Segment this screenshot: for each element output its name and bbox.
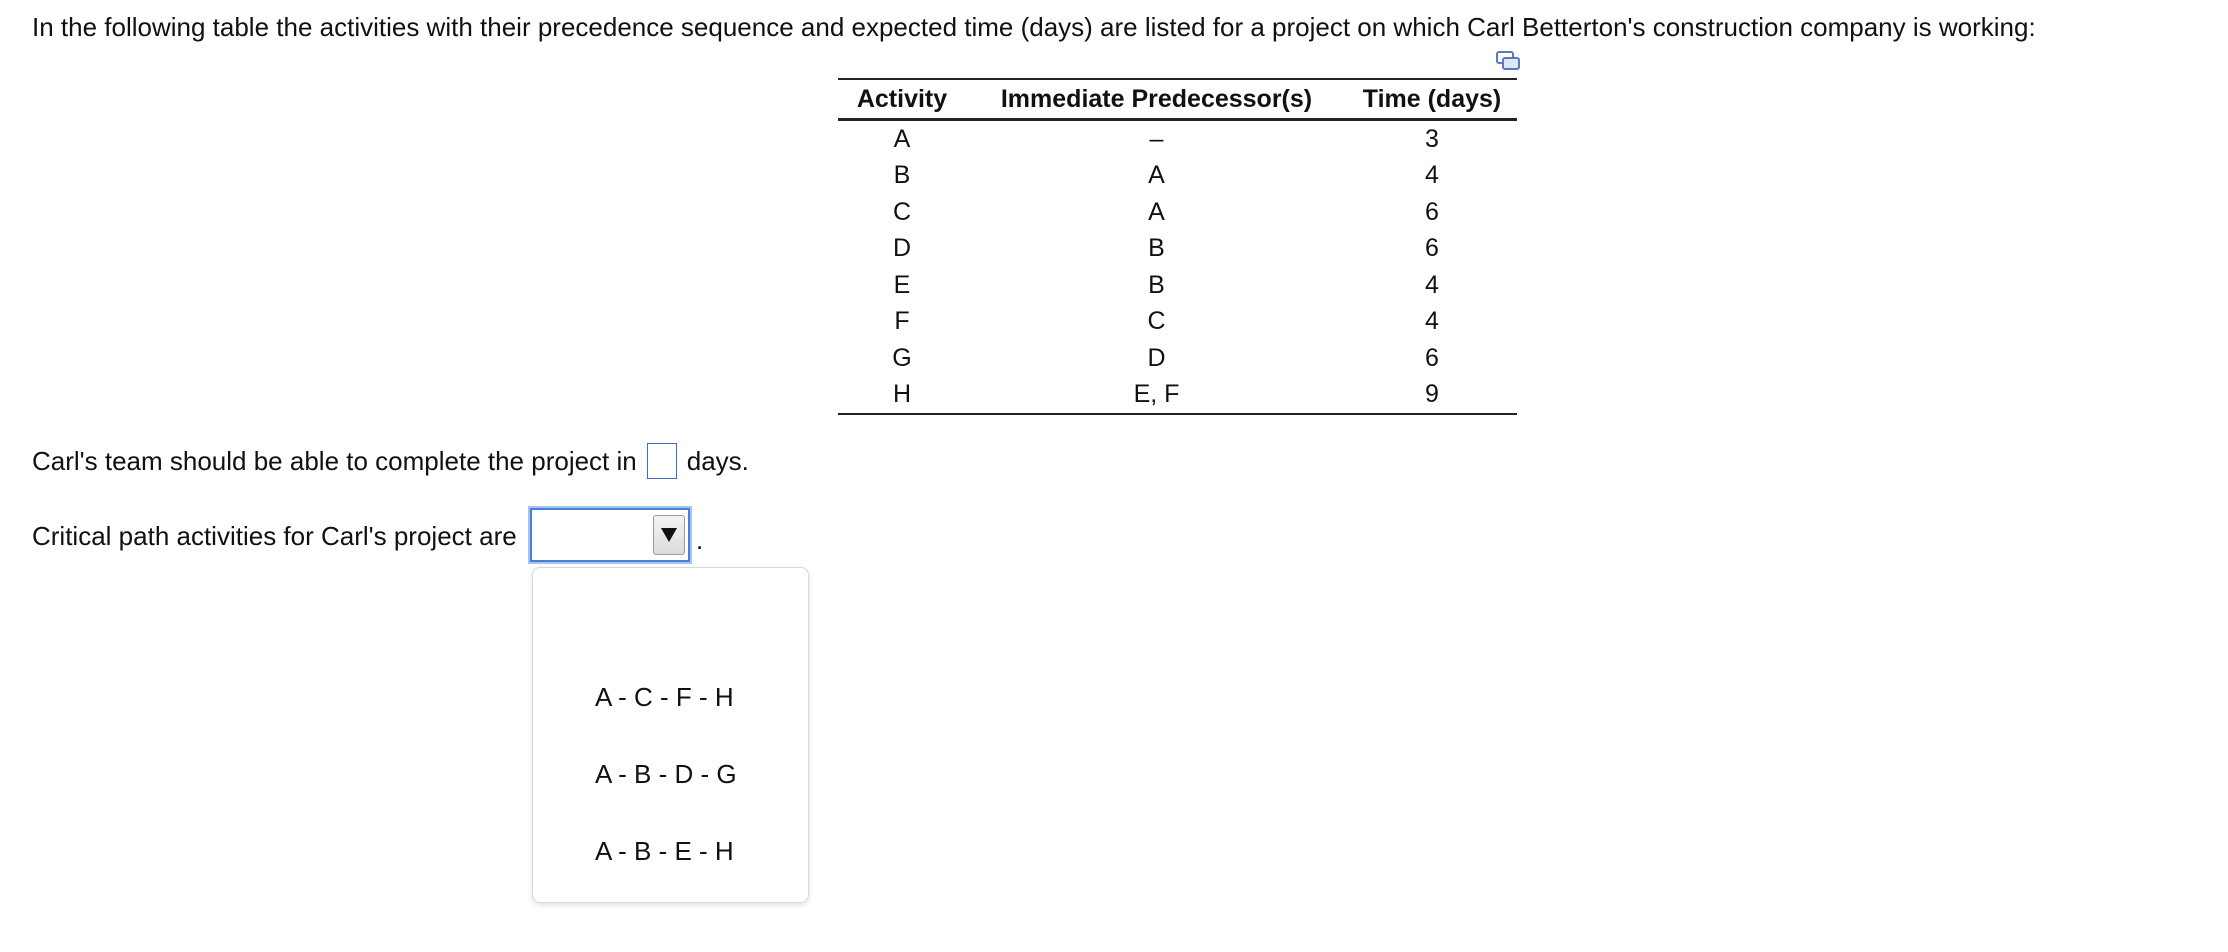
- cell-predecessor: D: [1147, 343, 1166, 372]
- cell-activity: F: [894, 307, 910, 336]
- cell-activity: H: [892, 380, 912, 409]
- table-row: [838, 267, 1517, 304]
- header-activity: Activity: [856, 84, 948, 113]
- cell-activity: C: [892, 197, 912, 226]
- option-a-c-f-h[interactable]: A - C - F - H: [595, 682, 734, 712]
- cell-time: 6: [1425, 343, 1439, 372]
- cell-time: 4: [1425, 270, 1439, 299]
- cell-time: 3: [1425, 124, 1439, 153]
- cell-activity: A: [893, 124, 911, 153]
- cell-time: 6: [1425, 197, 1439, 226]
- table-header-row: [838, 79, 1517, 120]
- dropdown-arrow-button[interactable]: [653, 515, 685, 555]
- table-row: [838, 377, 1517, 415]
- cell-activity: G: [892, 343, 912, 372]
- completion-prefix: Carl's team should be able to complete the project in: [32, 446, 637, 476]
- cell-time: 4: [1425, 161, 1439, 190]
- table-row: [838, 194, 1517, 231]
- header-predecessor: Immediate Predecessor(s): [1000, 84, 1313, 113]
- critical-path-prefix: Critical path activities for Carl's project are: [32, 521, 517, 551]
- question-completion-time: [32, 443, 749, 479]
- cell-time: 6: [1425, 234, 1439, 263]
- copy-table-icon[interactable]: [1495, 50, 1521, 72]
- cell-predecessor: B: [1148, 270, 1165, 299]
- cell-activity: E: [893, 270, 911, 299]
- completion-suffix: days.: [686, 446, 749, 476]
- option-a-b-d-g[interactable]: A - B - D - G: [595, 759, 737, 789]
- activity-table: [838, 78, 1517, 415]
- cell-time: 9: [1425, 380, 1439, 409]
- triangle-down-icon: [660, 527, 678, 543]
- table-row: [838, 231, 1517, 268]
- critical-path-select[interactable]: [530, 508, 690, 562]
- cell-predecessor: E, F: [1133, 380, 1180, 409]
- cell-predecessor: B: [1148, 234, 1165, 263]
- cell-predecessor: –: [1149, 124, 1164, 153]
- option-a-b-e-h[interactable]: A - B - E - H: [595, 836, 734, 866]
- cell-activity: D: [892, 234, 912, 263]
- critical-path-suffix: .: [696, 525, 704, 555]
- cell-predecessor: C: [1147, 307, 1166, 336]
- header-time: Time (days): [1362, 84, 1502, 113]
- cell-activity: B: [893, 161, 911, 190]
- days-answer-input[interactable]: [647, 443, 677, 479]
- table-row: [838, 158, 1517, 195]
- table-row: [838, 340, 1517, 377]
- cell-predecessor: A: [1148, 197, 1165, 226]
- question-intro: In the following table the activities with their precedence sequence and expected time (days) are listed for a project on which Carl Betterton's construction company is working:: [32, 12, 2036, 42]
- table-row: [838, 304, 1517, 341]
- critical-path-options-list: [532, 567, 809, 903]
- table-row: [838, 120, 1517, 158]
- cell-predecessor: A: [1148, 161, 1165, 190]
- cell-time: 4: [1425, 307, 1439, 336]
